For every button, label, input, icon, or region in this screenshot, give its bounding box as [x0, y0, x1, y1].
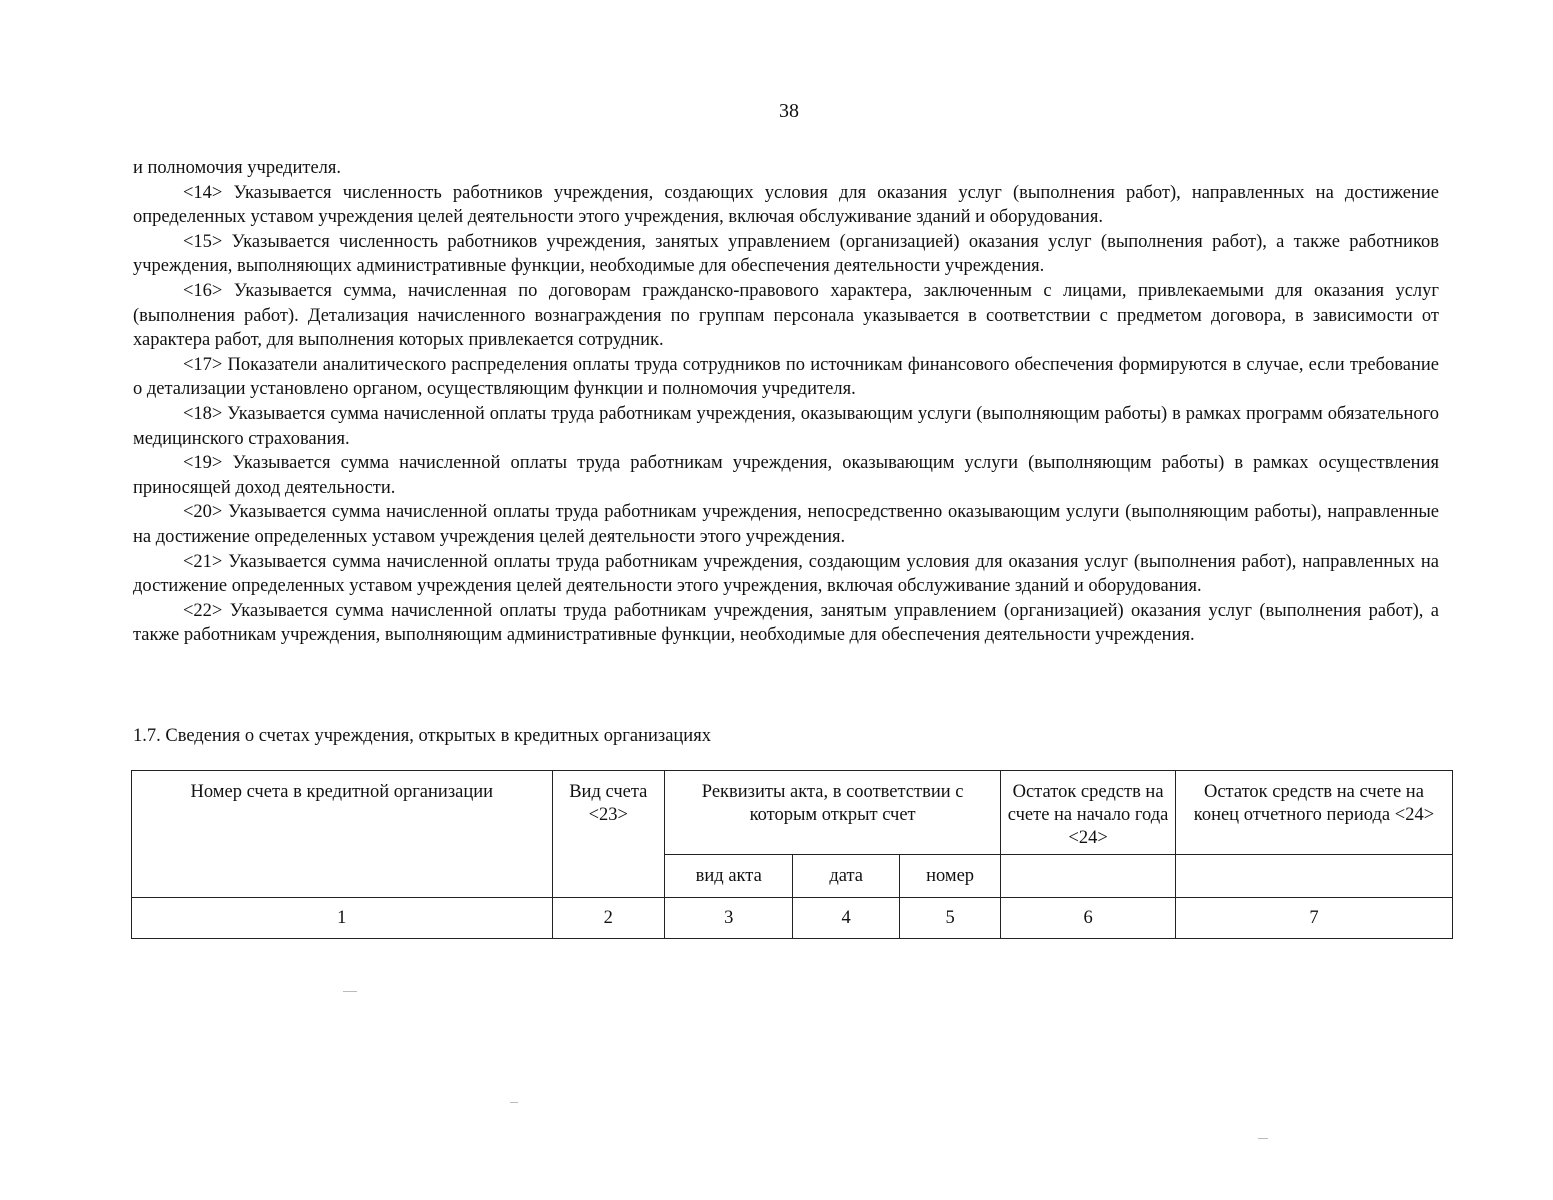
footnote-17: <17> Показатели аналитического распределения оплаты труда сотрудников по источникам финансового обеспечения формируются в случае, если требование о детализации установлено органом, осуществляющим функции и полномочия учредителя.: [133, 354, 1439, 400]
header-act-details: Реквизиты акта, в соответствии с которым открыт счет: [665, 771, 1001, 855]
table-row: [132, 898, 1453, 939]
scan-speck: [510, 1102, 518, 1103]
header-balance-start: Остаток средств на счете на начало года <24>: [1001, 771, 1176, 855]
subheader-act-date: дата: [793, 855, 899, 898]
header-balance-end: Остаток средств на счете на конец отчетного периода <24>: [1175, 771, 1452, 855]
accounts-table: [131, 770, 1453, 939]
footnote-15: <15> Указывается численность работников учреждения, занятых управлением (организацией) оказания услуг (выполнения работ), а также работников учреждения, выполняющих административные функции, необходимые для обеспечения деятельности учреждения.: [133, 231, 1439, 277]
column-number-3: 3: [665, 898, 793, 939]
header-account-number: Номер счета в кредитной организации: [132, 771, 553, 898]
column-number-1: 1: [132, 898, 553, 939]
column-number-7: 7: [1175, 898, 1452, 939]
footnote-18: <18> Указывается сумма начисленной оплаты труда работникам учреждения, оказывающим услуги (выполняющим работы) в рамках программ обязательного медицинского страхования.: [133, 403, 1439, 449]
column-number-2: 2: [552, 898, 664, 939]
column-number-4: 4: [793, 898, 899, 939]
section-heading: 1.7. Сведения о счетах учреждения, открытых в кредитных организациях: [133, 726, 711, 746]
subheader-act-type: вид акта: [665, 855, 793, 898]
column-number-6: 6: [1001, 898, 1176, 939]
table-header-row: [132, 771, 1453, 855]
scan-speck: [343, 991, 357, 992]
subheader-empty-7: [1175, 855, 1452, 898]
scan-speck: [1258, 1138, 1268, 1139]
footnote-22: <22> Указывается сумма начисленной оплаты труда работникам учреждения, занятым управлением (организацией) оказания услуг (выполнения работ), а также работникам учреждения, выполняющим административные функции, необходимые для обеспечения деятельности учреждения.: [133, 600, 1439, 646]
header-account-type: Вид счета <23>: [552, 771, 664, 898]
footnote-21: <21> Указывается сумма начисленной оплаты труда работникам учреждения, создающим условия для оказания услуг (выполнения работ), направленных на достижение определенных уставом учреждения целей деятельности этого учреждения, включая обслуживание зданий и оборудования.: [133, 551, 1439, 597]
column-number-5: 5: [899, 898, 1000, 939]
subheader-empty-6: [1001, 855, 1176, 898]
footnote-continuation: и полномочия учредителя.: [133, 158, 342, 178]
footnote-14: <14> Указывается численность работников учреждения, создающих условия для оказания услуг (выполнения работ), направленных на достижение определенных уставом учреждения целей деятельности этого учреждения, включая обслуживание зданий и оборудования.: [133, 182, 1439, 228]
footnote-16: <16> Указывается сумма, начисленная по договорам гражданско-правового характера, заключенным с лицами, привлекаемыми для оказания услуг (выполнения работ). Детализация начисленного вознаграждения по группам персонала указывается в соответствии с предметом договора, в зависимости от характера работ, для выполнения которых привлекается сотрудник.: [133, 280, 1439, 351]
footnote-19: <19> Указывается сумма начисленной оплаты труда работникам учреждения, оказывающим услуги (выполняющим работы) в рамках осуществления приносящей доход деятельности.: [133, 453, 1439, 498]
subheader-act-number: номер: [899, 855, 1000, 898]
page-number: 38: [779, 100, 799, 122]
footnote-20: <20> Указывается сумма начисленной оплаты труда работникам учреждения, непосредственно оказывающим услуги (выполняющим работы), направленные на достижение определенных уставом учреждения целей деятельности этого учреждения.: [133, 502, 1439, 547]
footnotes: [133, 156, 1439, 648]
